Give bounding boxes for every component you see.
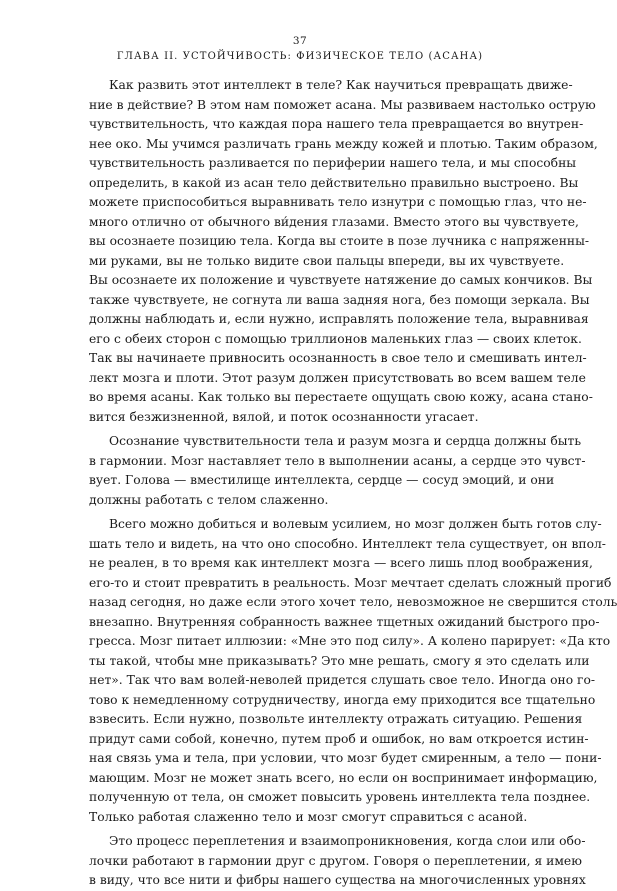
body-text [89, 76, 617, 891]
text-line: внезапно. Внутренняя собранность важнее тщетных ожиданий быстрого про- [89, 614, 600, 629]
text-line: ние в действие? В этом нам поможет асана. Мы развиваем настолько острую [89, 97, 596, 112]
text-line: гресса. Мозг питает иллюзии: «Мне это под силу». А колено парирует: «Да кто [89, 634, 611, 648]
text-line: нее око. Мы учимся различать грань между кожей и плотью. Таким образом, [89, 136, 598, 151]
page-number: 37 [292, 35, 308, 47]
text-line: шать тело и видеть, на что оно способно. Интеллект тела существует, он впол- [89, 536, 606, 551]
text-line: нет». Так что вам волей-неволей придется слушать свое тело. Иногда оно го- [89, 673, 596, 687]
paragraph [89, 832, 586, 891]
text-line: Так вы начинаете привносить осознанность в свое тело и смешивать интел- [89, 351, 587, 365]
text-line: чувствительность разливается по периферии нашего тела, и мы способны [89, 156, 577, 170]
text-line: должны наблюдать и, если нужно, исправлять положение тела, выравнивая [89, 312, 589, 326]
text-line: в виду, что все нити и фибры нашего существа на многочисленных уровнях [89, 873, 586, 887]
paragraph [89, 432, 586, 510]
text-line: ми руками, вы не только видите свои пальцы впереди, вы их чувствуете. [89, 253, 565, 268]
text-line: не реален, в то время как интеллект мозга — всего лишь плод воображения, [89, 556, 593, 570]
text-line: назад сегодня, но даже если этого хочет тело, невозможное не свершится столь [89, 595, 617, 609]
page-header [0, 34, 600, 65]
text-line: также чувствуете, не согнута ли ваша задняя нога, без помощи зеркала. Вы [89, 292, 590, 307]
text-line: определить, в какой из асан тело действительно правильно выстроено. Вы [89, 175, 579, 190]
text-line: вует. Голова — вместилище интеллекта, сердце — сосуд эмоций, и они [89, 473, 555, 487]
text-line: много отлично от обычного ви́дения глазами. Вместо этого вы чувствуете, [89, 214, 579, 229]
text-line: вы осознаете позицию тела. Когда вы стоите в позе лучника с напряженны- [89, 234, 590, 248]
text-line: Как развить этот интеллект в теле? Как научиться превращать движе- [109, 78, 573, 92]
text-line: Осознание чувствительности тела и разум мозга и сердца должны быть [109, 434, 582, 448]
paragraph [89, 76, 598, 427]
text-line: в гармонии. Мозг наставляет тело в выполнении асаны, а сердце это чувст- [89, 453, 586, 468]
text-line: тово к немедленному сотрудничеству, иногда ему приходится все тщательно [89, 692, 596, 707]
text-line: Всего можно добиться и волевым усилием, но мозг должен быть готов слу- [109, 517, 602, 531]
text-line: во время асаны. Как только вы перестаете ощущать свою кожу, асана стано- [89, 390, 593, 404]
text-line: Это процесс переплетения и взаимопроникновения, когда слои или обо- [109, 834, 586, 848]
text-line: ная связь ума и тела, при условии, что мозг будет смиренным, а тело — пони- [89, 751, 602, 765]
text-line: должны работать с телом слаженно. [89, 492, 329, 507]
text-line: вится безжизненной, вялой, и поток осознанности угасает. [89, 409, 479, 424]
text-line: лочки работают в гармонии друг с другом. Говоря о переплетении, я имею [89, 853, 582, 868]
text-line: мающим. Мозг не может знать всего, но если он воспринимает информацию, [89, 770, 598, 785]
text-line: лект мозга и плоти. Этот разум должен присутствовать во всем вашем теле [89, 370, 586, 385]
text-line: можете приспособиться выравнивать тело изнутри с помощью глаз, что не- [89, 195, 587, 209]
text-line: чувствительность, что каждая пора нашего тела превращается во внутрен- [89, 117, 584, 131]
text-line: ты такой, чтобы мне приказывать? Это мне решать, смогу я это сделать или [89, 653, 590, 668]
text-line: Вы осознаете их положение и чувствуете натяжение до самых кончиков. Вы [89, 273, 593, 287]
paragraph [89, 515, 617, 827]
text-line: его-то и стоит превратить в реальность. Мозг мечтает сделать сложный прогиб [89, 575, 612, 590]
text-line: Только работая слаженно тело и мозг смогут справиться с асаной. [89, 809, 528, 824]
text-line: взвесить. Если нужно, позвольте интеллекту отражать ситуацию. Решения [89, 712, 583, 726]
text-line: его с обеих сторон с помощью триллионов маленьких глаз — своих клеток. [89, 331, 582, 346]
text-line: полученную от тела, он сможет повысить уровень интеллекта тела позднее. [89, 790, 591, 804]
text-line: придут сами собой, конечно, путем проб и ошибок, но вам откроется истин- [89, 731, 589, 746]
chapter-title: ГЛАВА II. УСТОЙЧИВОСТЬ: ФИЗИЧЕСКОЕ ТЕЛО (АСАНА) [116, 51, 484, 62]
